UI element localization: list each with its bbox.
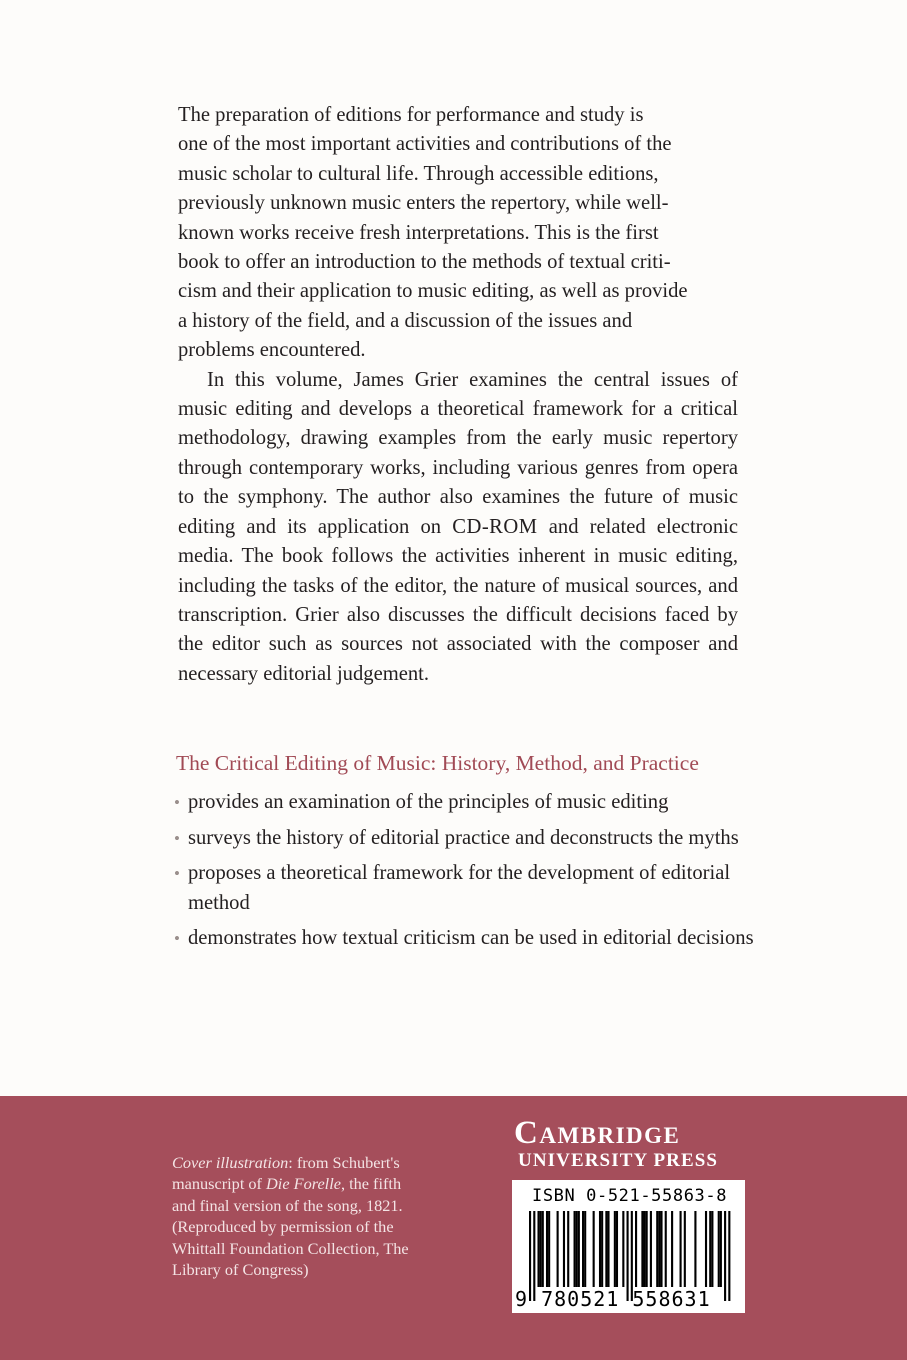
bullet-icon: • <box>174 864 180 883</box>
barcode-bar <box>548 1211 550 1287</box>
barcode-bar <box>622 1211 624 1287</box>
barcode-bar <box>584 1211 586 1287</box>
barcode-bar <box>646 1211 648 1287</box>
barcode-bar <box>671 1211 673 1287</box>
cover-credit: Cover illustration: from Schubert's manuscript of Die Forelle, the fifth and final version of the song, 1821. (Reproduced by permission of the Whittall Foundation Collection, The Library of Congress) <box>172 1153 409 1280</box>
barcode-bar <box>546 1211 548 1287</box>
barcode <box>512 1180 745 1313</box>
isbn-label: ISBN 0-521-55863-8 <box>532 1186 728 1206</box>
barcode-bar <box>616 1211 618 1287</box>
blurb-line: cism and their application to music editing, as well as provide <box>178 280 688 303</box>
barcode-bar <box>656 1211 658 1287</box>
barcode-bar <box>650 1211 652 1287</box>
barcode-bar <box>582 1211 584 1287</box>
list-item: • proposes a theoretical framework for the development of editorial method <box>174 859 754 918</box>
barcode-bar <box>605 1211 607 1287</box>
barcode-bar <box>694 1211 696 1287</box>
barcode-bar <box>567 1211 569 1287</box>
blurb-line: one of the most important activities and contributions of the <box>178 133 672 156</box>
barcode-bar <box>705 1211 707 1287</box>
blurb-paragraph-1 <box>178 101 738 366</box>
blurb-line: previously unknown music enters the repertory, while well- <box>178 192 669 215</box>
publisher-subtitle: UNIVERSITY PRESS <box>518 1150 719 1171</box>
barcode-bar <box>574 1211 576 1287</box>
barcode-bar <box>724 1211 726 1301</box>
barcode-bar <box>684 1211 686 1287</box>
blurb-line: known works receive fresh interpretations. This is the first <box>178 221 659 244</box>
barcode-bar <box>578 1211 580 1287</box>
cd-rom-term: CD-ROM <box>452 515 538 538</box>
barcode-bar <box>599 1211 601 1287</box>
publisher-logo <box>514 1116 746 1172</box>
blurb-line: problems encountered. <box>178 339 366 362</box>
barcode-bar <box>557 1211 559 1287</box>
features-heading: The Critical Editing of Music: History, Method, and Practice <box>176 751 699 775</box>
publisher-name: Cambridge <box>514 1115 681 1151</box>
barcode-bar <box>665 1211 667 1287</box>
barcode-bar <box>635 1211 637 1287</box>
barcode-bar <box>660 1211 662 1287</box>
features-list <box>174 788 754 960</box>
blurb-line: a history of the field, and a discussion of the issues and <box>178 309 633 332</box>
bottom-band <box>0 1096 907 1360</box>
list-item: • demonstrates how textual criticism can be used in editorial decisions <box>174 924 754 954</box>
barcode-bar <box>607 1211 609 1287</box>
barcode-bar <box>576 1211 578 1287</box>
barcode-bar <box>537 1211 539 1287</box>
barcode-bar <box>658 1211 660 1287</box>
blurb-text <box>178 101 738 689</box>
barcode-bar <box>709 1211 711 1287</box>
barcode-bar <box>614 1211 616 1287</box>
barcode-bar <box>542 1211 544 1287</box>
barcode-bar <box>711 1211 713 1287</box>
barcode-bar <box>680 1211 682 1287</box>
barcode-bar <box>563 1211 565 1287</box>
list-item: • surveys the history of editorial practice and deconstructs the myths <box>174 824 754 854</box>
barcode-bar <box>728 1211 730 1301</box>
barcode-bar <box>540 1211 542 1287</box>
barcode-bar <box>718 1211 720 1287</box>
barcode-bar <box>643 1211 645 1287</box>
barcode-bar <box>641 1211 643 1287</box>
bullet-icon: • <box>174 793 180 812</box>
blurb-paragraph-2: In this volume, James Grier examines the central issues of music editing and develops a theoretical framework for a critical methodology, drawing examples from the early music repertory through contemporary works, including various genres from opera to the symphony. The author also examines the future of music editing and its application on CD-ROM and related electronic media. The book follows the activities inherent in music editing, including the tasks of the editor, the nature of musical sources, and transcription. Grier also discusses the difficult decisions faced by the editor such as sources not associated with the composer and necessary editorial judgement. <box>178 368 738 685</box>
list-item: • provides an examination of the principles of music editing <box>174 788 754 818</box>
bullet-icon: • <box>174 828 180 848</box>
barcode-bar <box>601 1211 603 1287</box>
barcode-bar <box>593 1211 595 1287</box>
blurb-line: book to offer an introduction to the methods of textual criti- <box>178 251 671 274</box>
blurb-line: The preparation of editions for performance and study is <box>178 104 644 126</box>
bullet-icon: • <box>174 929 180 948</box>
barcode-bar <box>720 1211 722 1287</box>
blurb-line: music scholar to cultural life. Through accessible editions, <box>178 162 659 185</box>
barcode-digits: 9 780521 558631 <box>515 1287 711 1311</box>
